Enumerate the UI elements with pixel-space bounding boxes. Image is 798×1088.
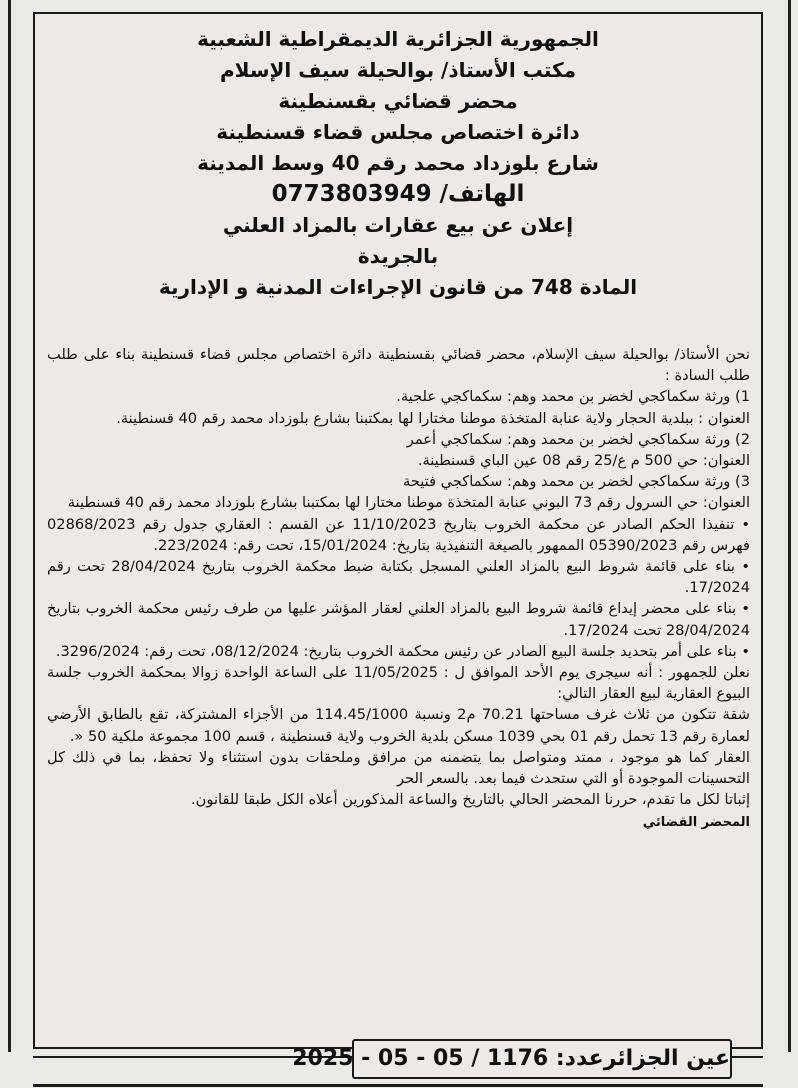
heir-1-address: العنوان : ببلدية الحجار ولاية عنابة المتخذة موطنا مختارا لها بمكتبنا بشارع بلوزداد محمد رقم 40 قسنطينة. xyxy=(116,409,750,427)
republic-title: الجمهورية الجزائرية الديمقراطية الشعبية xyxy=(197,27,599,51)
office-name: مكتب الأستاذ/ بوالحيلة سيف الإسلام xyxy=(219,58,577,82)
property-description: شقة تتكون من ثلاث غرف مساحتها 70.21 م2 ونسبة 114.45/1000 من الأجزاء المشتركة، تقع بالطابق الأرضي لعمارة رقم 13 تحمل رقم 01 بحي 1039 مسكن بلدية الخروب ولاية قسنطينة ، قسم 100 مجموعة ملكية 50 «. xyxy=(47,706,750,745)
heir-1: 1) ورثة سكماكجي لخضر بن محمد وهم: سكماكجي علجية. xyxy=(396,388,750,406)
announcement-title: إعلان عن بيع عقارات بالمزاد العلني xyxy=(222,213,574,237)
deposit-record: • بناء على محضر إيداع قائمة شروط البيع بالمزاد العلني لعقار المؤشر عليها من طرف رئيس محكمة الخروب بتاريخ 28/04/2024 تحت 17/2024. xyxy=(47,600,750,639)
publication-medium: بالجريدة xyxy=(357,244,439,268)
closing-statement: إثباتا لكل ما تقدم، حررنا المحضر الحالي بالتاريخ والساعة المذكورين أعلاه الكل طبقا للقانون. xyxy=(191,791,750,809)
announcement-header xyxy=(35,24,761,303)
column-rule-right xyxy=(788,0,791,1052)
heir-2-address: العنوان: حي 500 م ع/25 رقم 08 عين الباي قسنطينة. xyxy=(417,452,750,470)
office-phone: الهاتف/ 0773803949 xyxy=(271,181,525,207)
heir-2: 2) ورثة سكماكجي لخضر بن محمد وهم: سكماكجي أعمر xyxy=(406,430,750,448)
judgment-execution: • تنفيذا الحكم الصادر عن محكمة الخروب بتاريخ 11/10/2023 عن القسم : العقاري جدول رقم 02868/2023 فهرس رقم 05390/2023 الممهور بالصيغة التنفيذية بتاريخ: 15/01/2024، تحت رقم: 223/2024. xyxy=(47,515,751,554)
conditions-list: • بناء على قائمة شروط البيع بالمزاد العلني المسجل بكتابة ضبط محكمة الخروب بتاريخ 28/04/2024 تحت رقم 17/2024. xyxy=(47,558,750,597)
property-condition: العقار كما هو موجود ، ممتد ومتواصل بما يتضمنه من مرافق وملحقات بدون استثناء ولا تحفظ، بما في ذلك كل التحسينات الموجودة أو التي ستحدث فيما بعد. بالسعر الحر xyxy=(47,748,750,788)
public-notice: نعلن للجمهور : أنه سيجرى يوم الأحد الموافق ل : 11/05/2025 على الساعة الواحدة زوالا بمحكمة الخروب جلسة البيوع العقارية لبيع العقار التالي: xyxy=(47,664,750,703)
bottom-rule xyxy=(33,1084,763,1087)
heir-3: 3) ورثة سكماكجي لخضر بن محمد وهم: سكماكجي فتيحة xyxy=(403,473,750,491)
legal-article: المادة 748 من قانون الإجراءات المدنية و الإدارية xyxy=(158,275,638,299)
jurisdiction: دائرة اختصاص مجلس قضاء قسنطينة xyxy=(216,120,580,144)
intro-paragraph: نحن الأستاذ/ بوالحيلة سيف الإسلام، محضر قضائي بقسنطينة دائرة اختصاص مجلس قضاء قسنطينة بناء على طلب طلب السادة : xyxy=(47,346,750,385)
heir-3-address: العنوان: حي السرول رقم 73 البوني عنابة المتخذة موطنا مختارا لها بمكتبنا بشارع بلوزداد محمد رقم 40 قسنطينة xyxy=(67,494,750,512)
signature: المحضر القضائي xyxy=(642,815,750,831)
issue-label: عين الجزائرعدد: 1176 / 05 - 05 - 2025 xyxy=(352,1039,732,1079)
session-order: • بناء على أمر بتحديد جلسة البيع الصادر عن رئيس محكمة الخروب بتاريخ: 08/12/2024، تحت رقم: 3296/2024. xyxy=(55,642,750,660)
bailiff-title: محضر قضائي بقسنطينة xyxy=(278,89,518,113)
announcement-body xyxy=(47,344,750,834)
office-address: شارع بلوزداد محمد رقم 40 وسط المدينة xyxy=(197,151,599,175)
column-rule-left xyxy=(8,0,11,1052)
announcement-frame xyxy=(33,12,763,1049)
